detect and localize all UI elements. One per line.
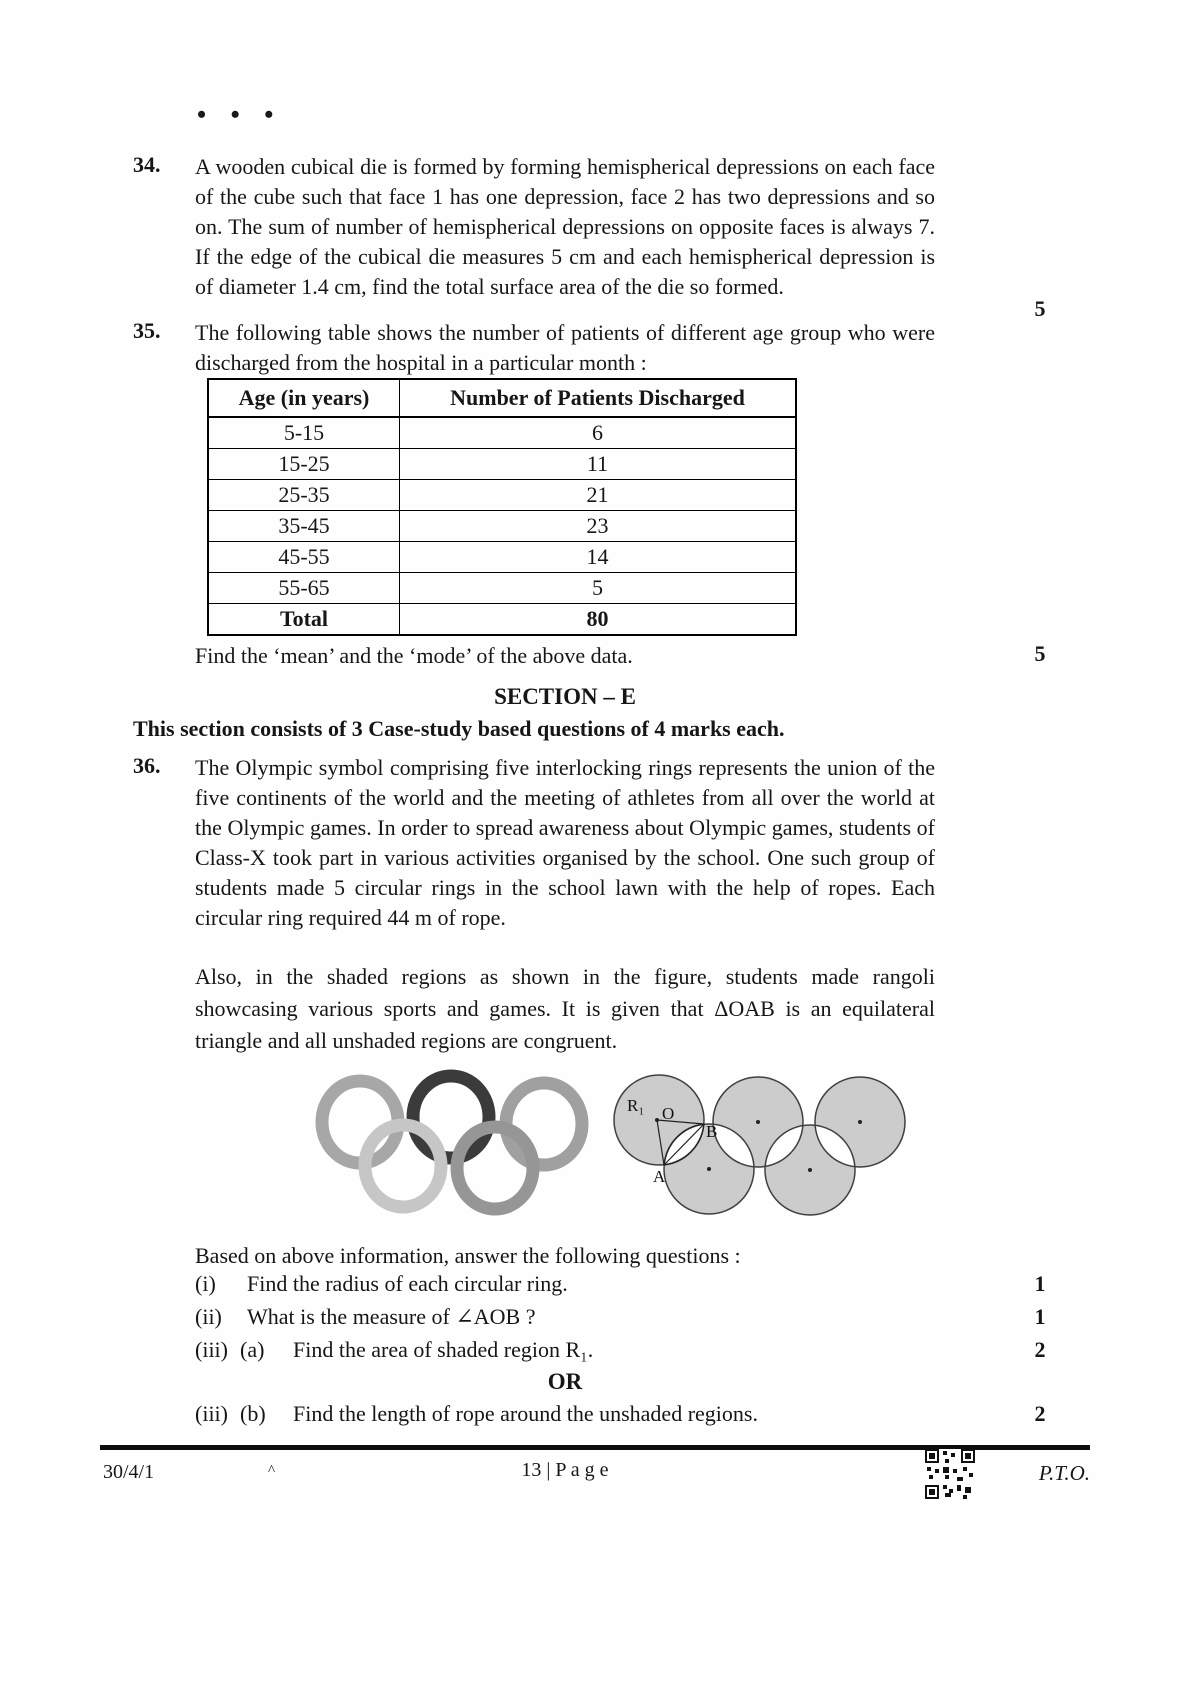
q36-para2: Also, in the shaded regions as shown in the figure, students made rangoli showcasing various sports and games. It is given that ΔOAB is an equilateral triangle and all unshaded regions are congruent. [195, 964, 935, 1053]
q35-marks: 5 [1034, 641, 1046, 666]
label-O: O [662, 1104, 675, 1123]
table-header-age: Age (in years) [208, 379, 400, 417]
table-cell: 35-45 [208, 511, 400, 542]
subq-iii-a-num: (iii) [195, 1337, 228, 1362]
section-subtitle: This section consists of 3 Case-study based questions of 4 marks each. [133, 716, 785, 741]
center-dot [707, 1167, 711, 1171]
center-dot [808, 1168, 812, 1172]
table-cell: 23 [400, 511, 797, 542]
subq-iii-b-marks: 2 [1034, 1401, 1046, 1426]
subq-iii-a-marks: 2 [1034, 1337, 1046, 1362]
shaded-regions [614, 1075, 905, 1215]
subq-i-marks: 1 [1034, 1271, 1046, 1296]
table-cell: 5 [400, 573, 797, 604]
table-row [208, 542, 796, 573]
pto-label: P.T.O. [1038, 1461, 1090, 1485]
q35-number: 35. [133, 318, 161, 343]
label-A: A [653, 1167, 666, 1186]
qr-code [925, 1449, 975, 1499]
q36-number: 36. [133, 753, 161, 778]
q35-closing: Find the ‘mean’ and the ‘mode’ of the above data. [195, 643, 633, 668]
subq-i-num: (i) [195, 1271, 216, 1296]
table-row [208, 449, 796, 480]
label-B: B [706, 1122, 718, 1141]
subq-ii-text: What is the measure of ∠AOB ? [247, 1304, 536, 1329]
ring-top-right [506, 1083, 582, 1165]
paper-code: 30/4/1 [103, 1461, 155, 1483]
caret-mark: ^ [268, 1463, 276, 1479]
table-cell: 14 [400, 542, 797, 573]
q34-text: A wooden cubical die is formed by forming hemispherical depressions on each face of the cube such that face 1 has one depression, face 2 has two depressions and so on. The sum of number of hemispherical depressions on opposite faces is always 7. If the edge of the cubical die measures 5 cm and each hemispherical depression is of diameter 1.4 cm, find the total surface area of the die so formed. [195, 154, 935, 299]
table-cell: 25-35 [208, 480, 400, 511]
subq-iii-b-num: (iii) [195, 1401, 228, 1426]
q35-intro: The following table shows the number of patients of different age group who were discharged from the hospital in a particular month : [195, 320, 935, 375]
table-row [208, 511, 796, 542]
or-separator: OR [547, 1369, 583, 1394]
center-dot [756, 1120, 760, 1124]
subq-iii-b-letter: (b) [240, 1401, 266, 1426]
table-row [208, 417, 796, 449]
q34-marks: 5 [1034, 296, 1046, 321]
subq-ii-marks: 1 [1034, 1304, 1046, 1329]
q34-number: 34. [133, 152, 161, 177]
subq-iii-a-letter: (a) [240, 1337, 265, 1362]
table-header-row [208, 379, 796, 417]
table-cell: 15-25 [208, 449, 400, 480]
table-cell: Total [208, 604, 400, 636]
label-R1: R₁ [627, 1096, 645, 1115]
table-total-row [208, 604, 796, 636]
table-header-patients: Number of Patients Discharged [400, 379, 797, 417]
table-cell: 21 [400, 480, 797, 511]
subq-i-text: Find the radius of each circular ring. [247, 1271, 568, 1296]
page-number: 13 | P a g e [521, 1459, 609, 1481]
patients-table [207, 378, 797, 636]
ring-top-center [413, 1076, 489, 1158]
table-cell: 45-55 [208, 542, 400, 573]
q36-based-line: Based on above information, answer the following questions : [195, 1243, 741, 1268]
ellipsis-dots: • • • [197, 100, 283, 129]
table-cell: 6 [400, 417, 797, 449]
table-cell: 80 [400, 604, 797, 636]
table-cell: 11 [400, 449, 797, 480]
shaded-circles-figure [612, 1073, 908, 1219]
subq-iii-a-text: Find the area of shaded region R₁. [293, 1337, 594, 1362]
table-cell: 55-65 [208, 573, 400, 604]
table-row [208, 573, 796, 604]
q36-para1: The Olympic symbol comprising five interlocking rings represents the union of the five continents of the world and the meeting of athletes from all over the world at the Olympic games. In order to spread awareness about Olympic games, students of Class-X took part in various activities organised by the school. One such group of students made 5 circular rings in the school lawn with the help of ropes. Each circular ring required 44 m of rope. [195, 755, 935, 930]
table-row [208, 480, 796, 511]
subq-ii-num: (ii) [195, 1304, 222, 1329]
section-title: SECTION – E [494, 684, 636, 709]
table-cell: 5-15 [208, 417, 400, 449]
center-dot [858, 1120, 862, 1124]
subq-iii-b-text: Find the length of rope around the unshaded regions. [293, 1401, 758, 1426]
olympic-rings-figure [314, 1068, 592, 1218]
ring-bottom-right [457, 1127, 533, 1209]
